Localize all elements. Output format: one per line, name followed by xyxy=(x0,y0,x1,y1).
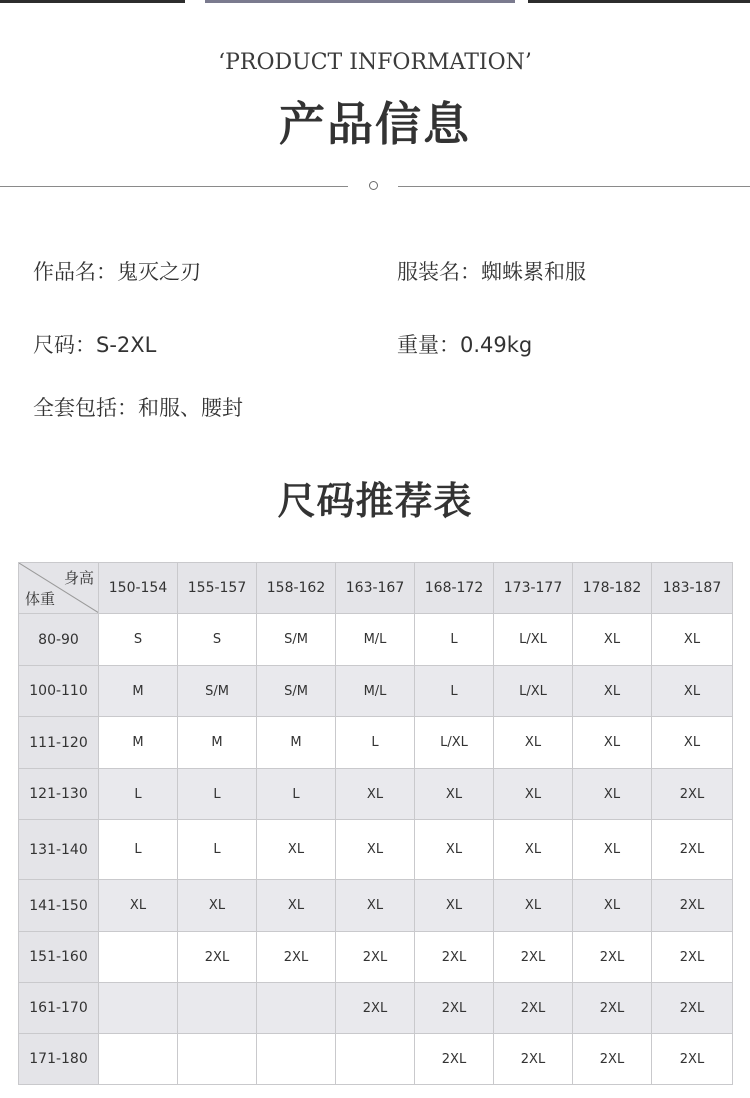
size-cell: XL xyxy=(178,880,257,932)
table-row xyxy=(19,769,733,820)
size-cell: XL xyxy=(415,820,494,880)
table-row xyxy=(19,666,733,717)
size-cell: L xyxy=(178,820,257,880)
size-cell: 2XL xyxy=(573,983,652,1034)
size-cell: 2XL xyxy=(415,983,494,1034)
size-cell: 2XL xyxy=(178,932,257,983)
size-cell: 2XL xyxy=(652,1034,733,1085)
size-cell: L xyxy=(415,614,494,666)
english-section-title: ‘PRODUCT INFORMATION’ xyxy=(218,50,532,75)
weight-range-cell: 131-140 xyxy=(19,820,99,880)
weight-range-cell: 100-110 xyxy=(19,666,99,717)
size-cell: M/L xyxy=(336,614,415,666)
size-cell: 2XL xyxy=(573,932,652,983)
size-cell: XL xyxy=(494,880,573,932)
table-row xyxy=(19,717,733,769)
size-cell: 2XL xyxy=(652,880,733,932)
size-cell: XL xyxy=(415,880,494,932)
divider-circle-icon xyxy=(369,181,378,190)
height-header-cell: 178-182 xyxy=(573,563,652,614)
size-cell: 2XL xyxy=(257,932,336,983)
size-chart-title: 尺码推荐表 xyxy=(277,478,473,523)
height-header-cell: 168-172 xyxy=(415,563,494,614)
size-chart-table xyxy=(18,562,733,1085)
top-strip-image-edge xyxy=(205,0,515,3)
weight-range-cell: 161-170 xyxy=(19,983,99,1034)
weight-range-cell: 121-130 xyxy=(19,769,99,820)
size-cell: L xyxy=(415,666,494,717)
size-cell xyxy=(178,983,257,1034)
size-cell: S/M xyxy=(257,666,336,717)
top-image-strip xyxy=(0,0,750,4)
table-row xyxy=(19,880,733,932)
divider-line-left xyxy=(0,186,348,187)
size-cell: XL xyxy=(573,666,652,717)
corner-weight-label: 体重 xyxy=(25,590,56,608)
size-cell: L/XL xyxy=(415,717,494,769)
size-cell xyxy=(257,983,336,1034)
size-cell: XL xyxy=(257,820,336,880)
height-header-cell: 150-154 xyxy=(99,563,178,614)
size-cell xyxy=(99,932,178,983)
table-row xyxy=(19,1034,733,1085)
size-cell xyxy=(257,1034,336,1085)
size-cell: 2XL xyxy=(336,983,415,1034)
size-cell: M xyxy=(257,717,336,769)
weight-range-cell: 151-160 xyxy=(19,932,99,983)
size-cell: S xyxy=(99,614,178,666)
size-cell: 2XL xyxy=(415,1034,494,1085)
weight-text: 重量：0.49kg xyxy=(397,333,533,357)
size-cell xyxy=(336,1034,415,1085)
weight-range-cell: 171-180 xyxy=(19,1034,99,1085)
table-row xyxy=(19,820,733,880)
size-chart-header-row xyxy=(19,563,733,614)
size-cell: XL xyxy=(573,614,652,666)
size-cell: 2XL xyxy=(652,983,733,1034)
size-cell xyxy=(99,1034,178,1085)
table-row xyxy=(19,614,733,666)
weight-range-cell: 111-120 xyxy=(19,717,99,769)
table-corner-cell xyxy=(19,563,99,614)
size-cell: XL xyxy=(494,717,573,769)
size-cell: L/XL xyxy=(494,614,573,666)
weight-range-cell: 141-150 xyxy=(19,880,99,932)
size-cell: XL xyxy=(415,769,494,820)
size-cell: 2XL xyxy=(336,932,415,983)
divider-line-right xyxy=(398,186,750,187)
size-cell: XL xyxy=(257,880,336,932)
size-cell xyxy=(178,1034,257,1085)
size-cell: S/M xyxy=(178,666,257,717)
size-cell: 2XL xyxy=(494,983,573,1034)
set-contents-text: 全套包括：和服、腰封 xyxy=(33,396,243,420)
size-cell: L xyxy=(99,820,178,880)
size-cell: M xyxy=(178,717,257,769)
size-chart-body xyxy=(19,614,733,1085)
size-cell: 2XL xyxy=(494,932,573,983)
size-cell: XL xyxy=(652,717,733,769)
table-row xyxy=(19,983,733,1034)
size-cell: M/L xyxy=(336,666,415,717)
size-cell: S/M xyxy=(257,614,336,666)
size-cell: L xyxy=(178,769,257,820)
height-header-cell: 183-187 xyxy=(652,563,733,614)
size-cell: XL xyxy=(494,769,573,820)
size-cell xyxy=(99,983,178,1034)
size-cell: XL xyxy=(336,820,415,880)
size-cell: XL xyxy=(573,820,652,880)
size-cell: 2XL xyxy=(652,769,733,820)
size-cell: XL xyxy=(573,880,652,932)
size-cell: L xyxy=(336,717,415,769)
chinese-section-title: 产品信息 xyxy=(279,97,471,151)
size-cell: XL xyxy=(573,717,652,769)
weight-range-cell: 80-90 xyxy=(19,614,99,666)
size-cell: 2XL xyxy=(494,1034,573,1085)
size-cell: L xyxy=(257,769,336,820)
height-header-cell: 155-157 xyxy=(178,563,257,614)
height-header-cell: 173-177 xyxy=(494,563,573,614)
size-cell: 2XL xyxy=(415,932,494,983)
size-cell: XL xyxy=(652,666,733,717)
size-cell: XL xyxy=(336,880,415,932)
top-strip-segment xyxy=(0,0,185,3)
size-cell: L xyxy=(99,769,178,820)
size-cell: XL xyxy=(99,880,178,932)
size-cell: 2XL xyxy=(652,820,733,880)
size-cell: S xyxy=(178,614,257,666)
top-strip-segment xyxy=(528,0,750,3)
size-cell: 2XL xyxy=(652,932,733,983)
size-cell: XL xyxy=(573,769,652,820)
costume-name-text: 服装名：蜘蛛累和服 xyxy=(397,260,586,284)
height-header-cell: 163-167 xyxy=(336,563,415,614)
corner-height-label: 身高 xyxy=(63,569,94,587)
size-range-text: 尺码：S-2XL xyxy=(33,333,157,357)
size-cell: L/XL xyxy=(494,666,573,717)
table-row xyxy=(19,932,733,983)
size-cell: XL xyxy=(494,820,573,880)
size-cell: M xyxy=(99,717,178,769)
size-cell: 2XL xyxy=(573,1034,652,1085)
size-cell: XL xyxy=(652,614,733,666)
size-cell: M xyxy=(99,666,178,717)
height-header-cell: 158-162 xyxy=(257,563,336,614)
size-cell: XL xyxy=(336,769,415,820)
work-name-text: 作品名：鬼灭之刃 xyxy=(33,260,201,284)
